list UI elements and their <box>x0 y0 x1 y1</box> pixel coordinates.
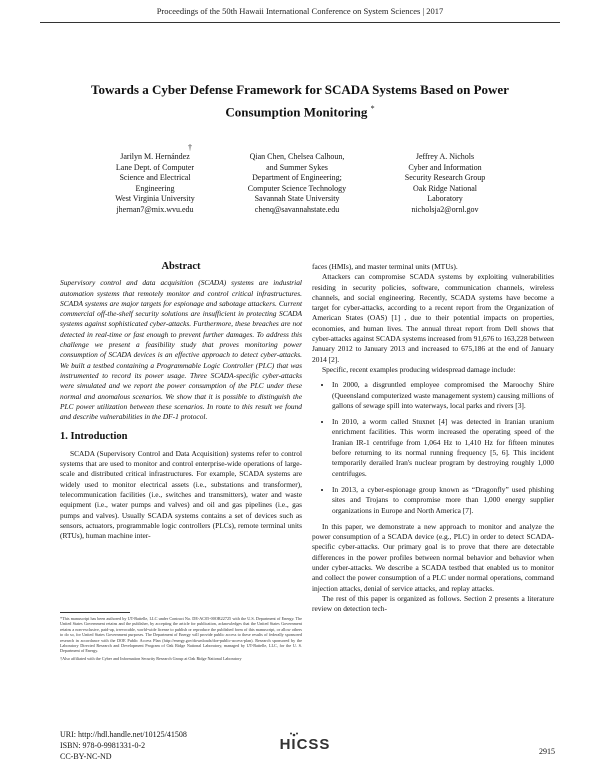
publication-info <box>60 729 187 762</box>
author-2 <box>222 152 372 215</box>
author-2-email: chenq@savannahstate.edu <box>254 204 340 214</box>
examples-list <box>312 380 554 516</box>
running-header: Proceedings of the 50th Hawaii International Conference on System Sciences | 2017 <box>156 6 444 16</box>
left-column <box>60 262 302 541</box>
license: CC-BY-NC-ND <box>60 752 112 761</box>
logo-dot <box>296 733 298 735</box>
paragraph: faces (HMIs), and master terminal units (MTUs). <box>312 262 458 271</box>
paper-title <box>70 80 530 121</box>
page-number: 2915 <box>539 747 555 756</box>
paragraph: The rest of this paper is organized as follows. Section 2 presents a literature review on detection tech- <box>312 593 554 614</box>
author-3-line: Cyber and Information <box>408 162 482 172</box>
author-3-line: Laboratory <box>427 194 463 203</box>
author-3 <box>370 152 520 215</box>
abstract-heading: Abstract <box>161 261 201 272</box>
hicss-logo-text: HICSS <box>279 736 331 753</box>
paragraph: In this paper, we demonstrate a new approach to monitor and analyze the power consumption of a SCADA device (e.g., PLC) in order to detect SCADA-specific cyber-attacks. Our primary goal is to prove that there are detectable differences in the power profiles between normal behavior and behavior when under cyber-attacks. We describe a SCADA testbed that enabled us to monitor and collect the power consumption of a PLC under normal operations, command injection attacks, denial of service attacks, and replay attacks. <box>312 521 554 593</box>
introduction-heading: 1. Introduction <box>60 431 128 443</box>
author-1-line: Engineering <box>135 183 175 193</box>
author-2-name: Qian Chen, Chelsea Calhoun, <box>249 152 345 161</box>
paragraph: Specific, recent examples producing widespread damage include: <box>322 364 516 374</box>
list-item: • In 2010, a worm called Stuxnet [4] was detected in Iranian uranium enrichment facilities. This worm increased the operating speed of the Iranian IR-1 centrifuge from 1,064 Hz to 1,410 Hz for fifteen minutes before returning to its normal running frequency [5, 6]. This incident temporarily derailed Iran's nuclear program by destroying roughly 1,000 centrifuges. <box>332 417 554 479</box>
paragraph: Attackers can compromise SCADA systems by exploiting vulnerabilities residing in security policies, software, communication channels, wireless channels, and social engineering. Recently, SCADA systems have become a target for cyber-attacks, according to a recent report from the Organization of American States (OAS) [1] , due to their potential impacts on properties, economies, and human lives. The annual threat report from Dell shows that cyber-attacks against SCADA systems increased from 91,676 to 163,228 between January 2012 to January 2013 and increased to 675,186 at the end of January 2014 [2]. <box>312 272 554 364</box>
author-2-line: Computer Science Technology <box>247 183 347 193</box>
footnote-rule <box>60 612 130 613</box>
logo-dot <box>293 734 296 737</box>
list-item: • In 2013, a cyber-espionage group known as “Dragonfly” used phishing sites and Trojans to compromise more than 1,000 energy supplier organizations in Europe and North America [7]. <box>332 485 554 516</box>
introduction-paragraph: SCADA (Supervisory Control and Data Acquisition) systems refer to control systems that are used to monitor and control enterprise-wide operations of large-scale and distributed critical infrastructures. For example, SCADA systems are widely used to monitor electrical assets (i.e., substations and transformer), telecommunication facilities (i.e., switches and transmitters), water and waste equipment (i.e., water pumps and valves) and oil and gas pipelines (i.e., gas pumps and valves). Usually SCADA systems contains a set of devices such as sensors, actuators, programmable logic controllers (PLCs), remote terminal units (RTUs), human machine inter- <box>60 448 302 541</box>
logo-dot <box>290 733 292 735</box>
header-rule <box>40 22 560 23</box>
author-1-line: Lane Dept. of Computer <box>115 162 195 172</box>
author-2-line: Department of Engineering; <box>252 173 342 182</box>
footnotes <box>60 616 302 663</box>
author-2-line: Savannah State University <box>254 194 340 203</box>
author-2-line: and Summer Sykes <box>266 162 328 172</box>
author-1-line: Science and Electrical <box>119 173 191 182</box>
author-1-name: Jarilyn M. Hernández <box>120 152 190 161</box>
author-3-line: Security Research Group <box>404 173 486 182</box>
author-3-name: Jeffrey A. Nichols <box>415 152 475 161</box>
author-1-footnote-mark: † <box>188 143 192 152</box>
footnote: †Also affiliated with the Cyber and Information Security Research Group at Oak Ridge National Laboratory <box>60 655 242 661</box>
title-text: Towards a Cyber Defense Framework for SCADA Systems Based on Power Consumption Monitoring <box>91 82 509 120</box>
right-column <box>312 262 554 615</box>
author-1-line: West Virginia University <box>115 194 195 203</box>
list-item: • In 2000, a disgruntled employee compromised the Maroochy Shire (Queensland computerized waste management system) causing millions of gallons of sewage spill into waterways, local parks and rivers [3]. <box>332 380 554 411</box>
abstract-text: Supervisory control and data acquisition (SCADA) systems are industrial automation systems that remotely monitor and control critical infrastructures. SCADA systems are major targets for espionage and sabotage attackers. Current commercial off-the-shelf security solutions are insufficient in protecting SCADA systems against sophisticated cyber-attacks. Furthermore, these breaches are not detected in real-time or fast enough to prevent further damages. To address this challenge we present a feasibility study that proves monitoring power consumption of SCADA devices is an effective approach to detect cyber-attacks. We built a testbed containing a Programmable Logic Controller (PLC) that was instrumented to record its power usage. Three SCADA-specific cyber-attacks were simulated and we report the power consumption of the PLC under these normal and anomalous scenarios. We show that it is possible to distinguish the PLC power utilization between these scenarios. In route to this result we found and describe vulnerabilities in the DF-1 protocol. <box>60 278 302 422</box>
isbn: ISBN: 978-0-9981331-0-2 <box>60 741 146 750</box>
author-1 <box>80 143 230 215</box>
author-3-line: Oak Ridge National <box>413 183 477 193</box>
title-footnote-mark: * <box>370 104 375 113</box>
uri-link[interactable]: URI: http://hdl.handle.net/10125/41508 <box>60 730 187 739</box>
author-1-email: jhernan7@mix.wvu.edu <box>116 204 194 214</box>
author-block <box>0 143 600 252</box>
hicss-logo-graphic <box>270 729 340 759</box>
author-3-email: nicholsja2@ornl.gov <box>411 204 479 214</box>
footnote: *This manuscript has been authored by UT-Battelle, LLC under Contract No. DE-AC05-00OR22725 with the U.S. Department of Energy. The United States Government retains and the publisher, by accepting the article for publication, acknowledges that the United States Government retains a non-exclusive, paid-up, irrevocable, world-wide license to publish or reproduce the published form of this manuscript, or allow others to do so, for United States Government purposes. The Department of Energy will provide public access to these results of federally sponsored research in accordance with the DOE Public Access Plan (http://energy.gov/downloads/doe-public-access-plan). Research sponsored by the Laboratory Directed Research and Development Program of Oak Ridge National Laboratory, managed by UT-Battelle, LLC, for the U. S. Department of Energy. <box>60 616 302 654</box>
hicss-logo <box>270 729 340 759</box>
